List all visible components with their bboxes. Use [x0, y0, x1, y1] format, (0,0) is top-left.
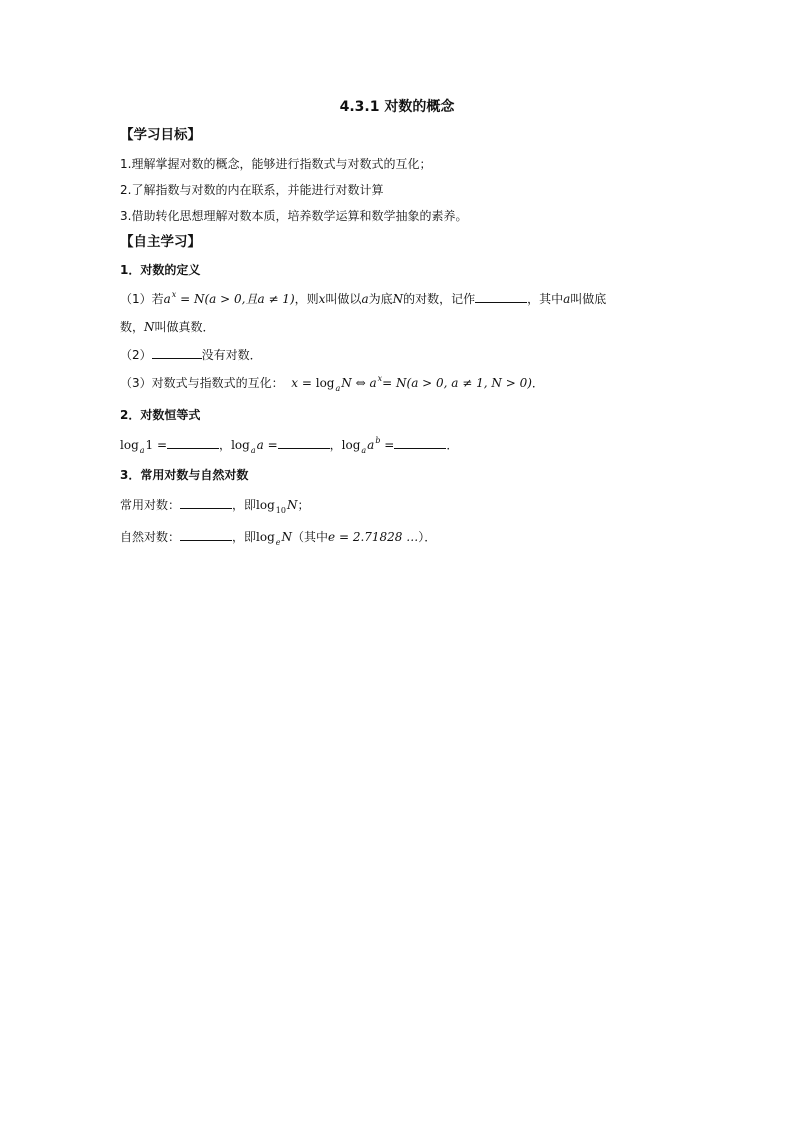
common-log-line: 常用对数： ，即$\log_{10}N$； [120, 498, 310, 515]
e-value: e = 2.71828 … [328, 530, 419, 544]
conversion-line: （3）对数式与指数式的互化： $x = \log_aN$ ⇔ $a^x= N(a > 0$, a ≠ 1, N > 0)． [120, 374, 544, 393]
goal-item-2: 2.了解指数与对数的内在联系，并能进行对数计算 [120, 183, 384, 197]
blank-identity-3[interactable] [394, 436, 446, 449]
learning-goals-heading: 【学习目标】 [120, 127, 201, 143]
blank-identity-1[interactable] [167, 436, 219, 449]
blank-no-log[interactable] [152, 346, 202, 359]
blank-common-log[interactable] [180, 496, 232, 509]
goal-item-3: 3.借助转化思想理解对数本质，培养数学运算和数学抽象的素养。 [120, 209, 468, 223]
definition-line-1: （1）若$a^x = N(a > 0$,且a ≠ 1)，则x叫做以a为底N的对数，记作 ，其中a叫做底 [120, 290, 607, 306]
goal-item-1: 1.理解掌握对数的概念，能够进行指数式与对数式的互化； [120, 157, 432, 171]
natural-log-line: 自然对数： ，即$\log_eN$（其中e = 2.71828 …）． [120, 530, 437, 547]
blank-identity-2[interactable] [278, 436, 330, 449]
identity-line: $\log_a1$ = ，$\log_aa$ = ，$\log_aa^b$ = ． [120, 436, 459, 455]
blank-natural-log[interactable] [180, 528, 232, 541]
section-2-heading: 2．对数恒等式 [120, 408, 201, 422]
no-log-line: （2） 没有对数． [120, 348, 262, 362]
section-3-heading: 3．常用对数与自然对数 [120, 468, 249, 482]
blank-notation[interactable] [475, 290, 527, 303]
definition-line-2: 数，N叫做真数． [120, 320, 215, 334]
page-title: 4.3.1 对数的概念 [339, 99, 455, 115]
self-study-heading: 【自主学习】 [120, 234, 201, 250]
section-1-heading: 1．对数的定义 [120, 263, 201, 277]
definition-condition: N(a > 0,且a ≠ 1) [194, 292, 295, 306]
